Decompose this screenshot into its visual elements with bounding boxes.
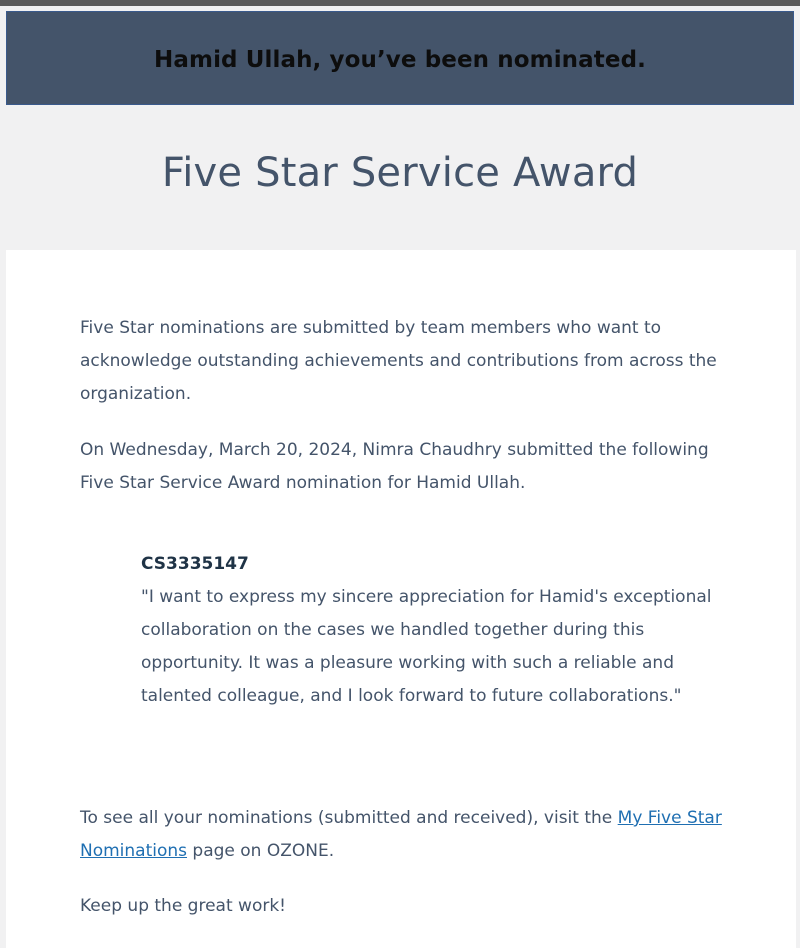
my-five-star-nominations-link[interactable]: My Five Star Nominations (80, 808, 722, 861)
case-id: CS3335147 (141, 554, 249, 574)
award-title: Five Star Service Award (161, 150, 639, 196)
intro-paragraph: Five Star nominations are submitted by team members who want to acknowledge outstanding achievements and contributions from across the organization. (80, 318, 717, 404)
nominations-link-paragraph (80, 802, 730, 868)
window-top-strip (0, 0, 800, 6)
visit-prefix-text: To see all your nominations (submitted and received), visit the (80, 808, 618, 828)
closing-line: Keep up the great work! (80, 896, 286, 916)
nomination-quote: "I want to express my sincere appreciation for Hamid's exceptional collaboration on the cases we handled together during this opportunity. It was a pleasure working with such a reliable and talented colleague, and I look forward to future collaborations." (141, 587, 712, 706)
banner-heading: Hamid Ullah, you’ve been nominated. (154, 46, 646, 73)
email-content-card (6, 250, 796, 948)
visit-suffix-text: page on OZONE. (187, 841, 335, 861)
nomination-quote-block (141, 548, 716, 713)
nomination-banner (6, 11, 794, 105)
nomination-summary: On Wednesday, March 20, 2024, Nimra Chaudhry submitted the following Five Star Service Award nomination for Hamid Ullah. (80, 440, 709, 493)
